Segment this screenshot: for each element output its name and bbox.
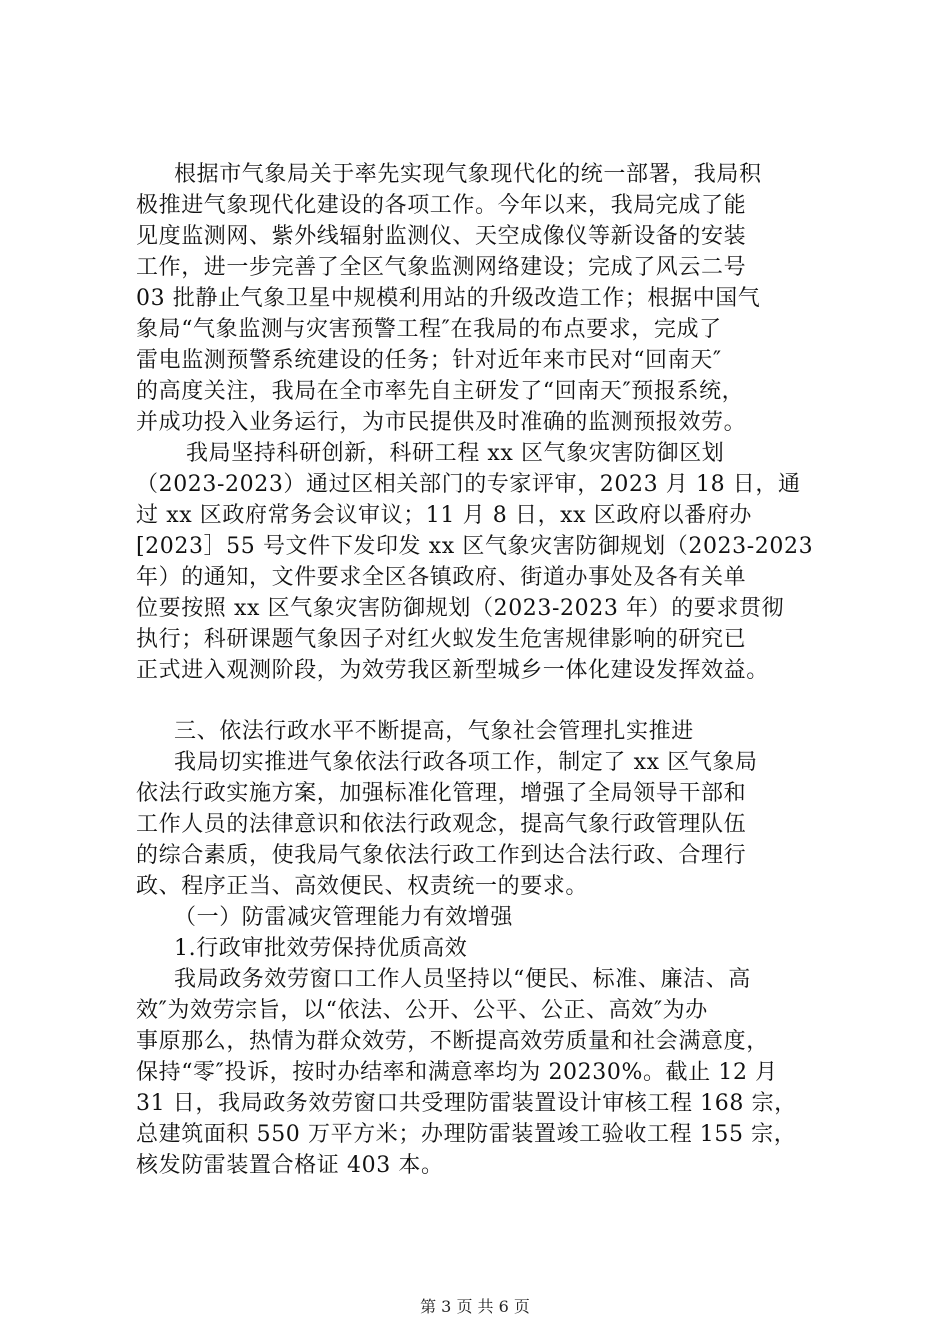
text-line: 并成功投入业务运行，为市民提供及时准确的监测预报效劳。 bbox=[136, 410, 747, 435]
text-line: 雷电监测预警系统建设的任务；针对近年来市民对“回南天″ bbox=[136, 348, 722, 373]
text-line: （2023-2023）通过区相关部门的专家评审，2023 月 18 日，通 bbox=[136, 472, 801, 497]
text-line: 我局坚持科研创新，科研工程 xx 区气象灾害防御区划 bbox=[186, 441, 725, 466]
text-line: 保持“零″投诉，按时办结率和满意率均为 20230%。截止 12 月 bbox=[136, 1060, 778, 1085]
text-line: 事原那么，热情为群众效劳，不断提高效劳质量和社会满意度， bbox=[136, 1029, 769, 1054]
text-line: 政、程序正当、高效便民、权责统一的要求。 bbox=[136, 874, 589, 899]
text-line: 核发防雷装置合格证 403 本。 bbox=[136, 1153, 444, 1178]
text-line: 总建筑面积 550 万平方米；办理防雷装置竣工验收工程 155 宗， bbox=[136, 1122, 797, 1147]
text-line: 我局政务效劳窗口工作人员坚持以“便民、标准、廉洁、高 bbox=[174, 967, 751, 992]
text-line: 正式进入观测阶段，为效劳我区新型城乡一体化建设发挥效益。 bbox=[136, 658, 769, 683]
text-line: 03 批静止气象卫星中规模利用站的升级改造工作；根据中国气 bbox=[136, 286, 761, 311]
text-line: 执行；科研课题气象因子对红火蚁发生危害规律影响的研究已 bbox=[136, 627, 747, 652]
text-line: 根据市气象局关于率先实现气象现代化的统一部署，我局积 bbox=[174, 162, 762, 187]
text-line: [2023］55 号文件下发印发 xx 区气象灾害防御规划（2023-2023 bbox=[136, 534, 814, 559]
section-heading: 三、依法行政水平不断提高，气象社会管理扎实推进 bbox=[174, 719, 694, 744]
text-line: 的综合素质，使我局气象依法行政工作到达合法行政、合理行 bbox=[136, 843, 747, 868]
text-line: 我局切实推进气象依法行政各项工作，制定了 xx 区气象局 bbox=[174, 750, 758, 775]
text-line: 过 xx 区政府常务会议审议；11 月 8 日，xx 区政府以番府办 bbox=[136, 503, 752, 528]
text-line: 位要按照 xx 区气象灾害防御规划（2023-2023 年）的要求贯彻 bbox=[136, 596, 785, 621]
text-line: 效″为效劳宗旨，以“依法、公开、公平、公正、高效″为办 bbox=[136, 998, 708, 1023]
text-line: 工作人员的法律意识和依法行政观念，提高气象行政管理队伍 bbox=[136, 812, 747, 837]
text-line: 31 日，我局政务效劳窗口共受理防雷装置设计审核工程 168 宗， bbox=[136, 1091, 797, 1116]
text-line: 见度监测网、紫外线辐射监测仪、天空成像仪等新设备的安装 bbox=[136, 224, 747, 249]
page-footer: 第 3 页 共 6 页 bbox=[420, 1297, 530, 1316]
subsection-heading: （一）防雷减灾管理能力有效增强 bbox=[174, 905, 514, 930]
text-line: 依法行政实施方案，加强标准化管理，增强了全局领导干部和 bbox=[136, 781, 747, 806]
text-line: 工作，进一步完善了全区气象监测网络建设；完成了风云二号 bbox=[136, 255, 747, 280]
text-line: 年）的通知，文件要求全区各镇政府、街道办事处及各有关单 bbox=[136, 565, 747, 590]
text-line: 的高度关注，我局在全市率先自主研发了“回南天″预报系统， bbox=[136, 379, 745, 404]
text-line: 极推进气象现代化建设的各项工作。今年以来，我局完成了能 bbox=[136, 193, 747, 218]
subsection-heading: 1.行政审批效劳保持优质高效 bbox=[174, 936, 468, 961]
text-line: 象局“气象监测与灾害预警工程″在我局的布点要求，完成了 bbox=[136, 317, 722, 342]
